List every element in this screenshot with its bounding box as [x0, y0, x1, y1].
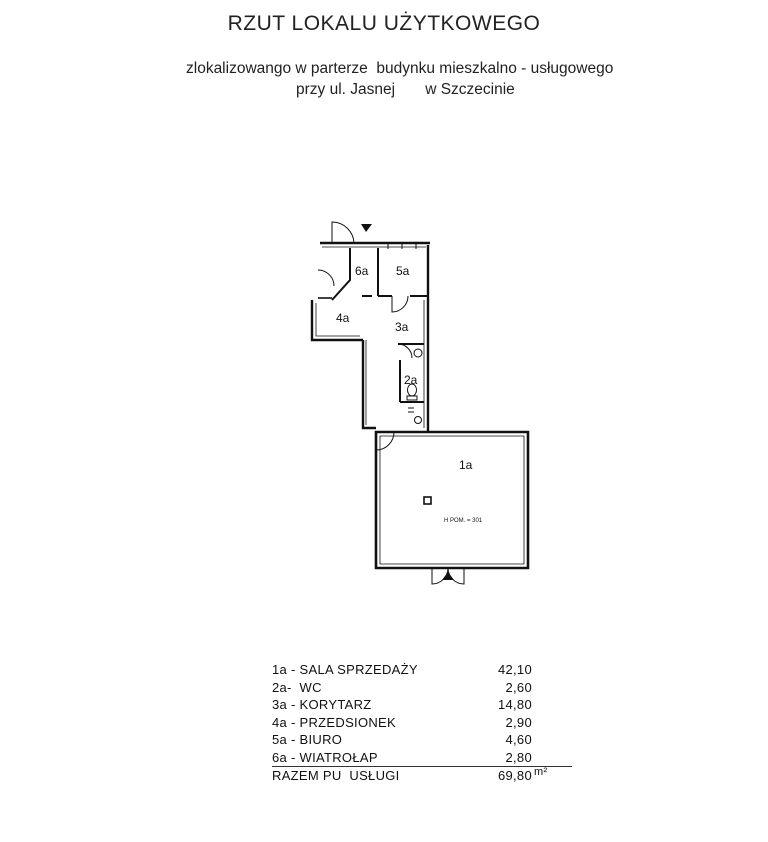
legend-total-row	[272, 767, 572, 785]
door-entrance-top	[332, 222, 354, 243]
legend-row-5a	[272, 731, 572, 749]
legend-row-6a	[272, 749, 572, 768]
legend-label: 2a- WC	[272, 679, 322, 695]
legend-total-unit: m²	[534, 766, 548, 778]
sink-icon	[414, 349, 422, 357]
legend-label: 4a - PRZEDSIONEK	[272, 714, 396, 730]
legend-value: 2,90	[505, 714, 532, 730]
legend-value: 14,80	[497, 697, 532, 712]
door-sales	[376, 432, 394, 450]
room-height-note: H POM. = 301	[444, 518, 483, 524]
room-label-5a: 5a	[396, 264, 410, 278]
area-legend	[272, 661, 572, 785]
stair-mark	[408, 408, 414, 412]
legend-row-4a	[272, 714, 572, 732]
room-label-2a: 2a	[404, 373, 418, 387]
wall-sales-room	[376, 432, 528, 568]
subtitle-location: zlokalizowango w parterze budynku mieszkalno - usługowego	[186, 60, 614, 77]
page-title: RZUT LOKALU UŻYTKOWEGO	[227, 12, 541, 35]
wall-corridor-left	[363, 340, 376, 428]
wall-sales-room-inner	[380, 436, 524, 564]
legend-value: 2,80	[505, 749, 532, 765]
room-label-3a: 3a	[395, 320, 409, 334]
room-label-4a: 4a	[336, 311, 350, 325]
room-label-6a: 6a	[355, 264, 369, 278]
toilet-tank-icon	[407, 396, 417, 400]
legend-label: 3a - KORYTARZ	[272, 697, 372, 712]
legend-row-1a	[272, 661, 572, 679]
entrance-marker-bottom-icon	[442, 572, 454, 580]
subtitle-address: przy ul. Jasnej w Szczecinie	[296, 81, 515, 98]
legend-row-3a	[272, 696, 572, 714]
legend-total-value: 69,80	[497, 768, 532, 783]
sink-lower-icon	[415, 417, 422, 424]
legend-total-label: RAZEM PU USŁUGI	[272, 768, 400, 783]
door-vestibule	[318, 270, 334, 286]
legend-label: 1a - SALA SPRZEDAŻY	[272, 662, 418, 677]
legend-label: 5a - BIURO	[272, 732, 343, 747]
legend-value: 2,60	[505, 679, 532, 695]
door-office	[392, 296, 408, 312]
column-icon	[424, 497, 431, 504]
legend-value: 42,10	[497, 662, 532, 677]
legend-value: 4,60	[505, 732, 532, 747]
legend-label: 6a - WIATROŁAP	[272, 749, 378, 765]
legend-row-2a	[272, 679, 572, 697]
room-label-1a: 1a	[459, 458, 473, 472]
entrance-marker-icon	[361, 224, 372, 232]
wall-vestibule-diagonal	[332, 248, 350, 300]
door-wc	[398, 344, 412, 358]
